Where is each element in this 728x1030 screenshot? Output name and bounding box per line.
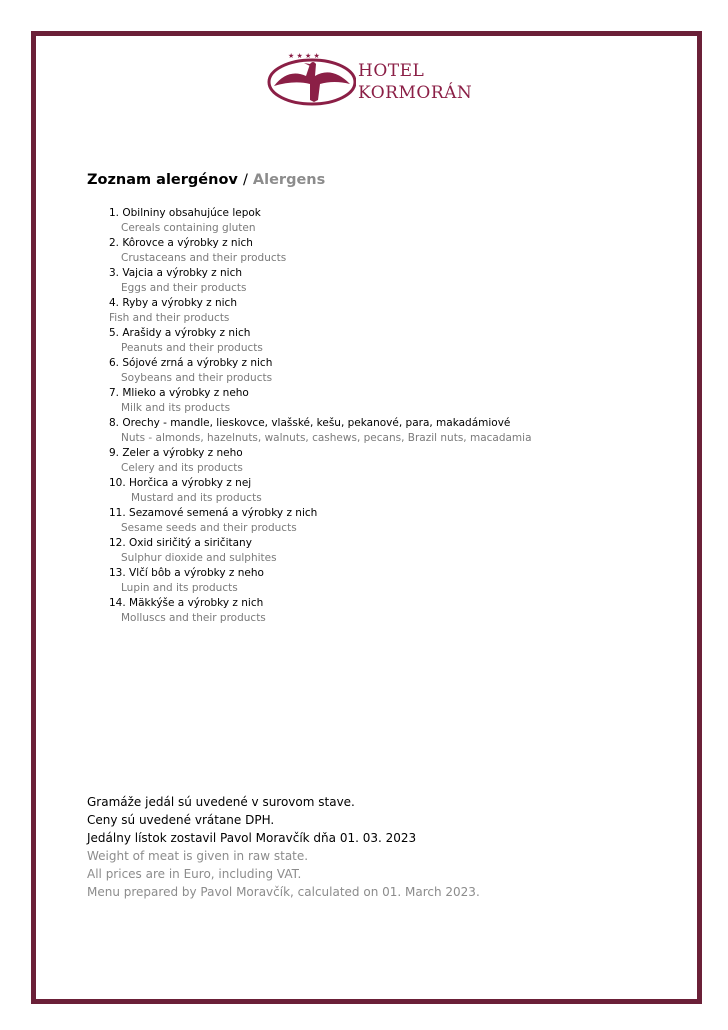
title-en: Alergens: [252, 172, 326, 188]
allergen-en: Fish and their products: [109, 312, 230, 324]
note-author-en: Menu prepared by Pavol Moravčík, calculated on 01. March 2023.: [87, 885, 480, 899]
allergen-en: Crustaceans and their products: [121, 252, 287, 264]
allergen-en: Soybeans and their products: [121, 372, 273, 384]
allergen-sk: 8. Orechy - mandle, lieskovce, vlašské, kešu, pekanové, para, makadámiové: [109, 417, 511, 429]
allergen-item: [0, 597, 728, 627]
allergen-en: Peanuts and their products: [121, 342, 263, 354]
allergen-item: [0, 207, 728, 237]
brand-line-2: KORMORÁN: [358, 83, 473, 103]
note-vat-sk: Ceny sú uvedené vrátane DPH.: [87, 813, 275, 827]
allergen-en: Sesame seeds and their products: [121, 522, 297, 534]
note-author-sk: Jedálny lístok zostavil Pavol Moravčík dňa 01. 03. 2023: [87, 831, 417, 845]
allergen-en: Cereals containing gluten: [121, 222, 256, 234]
allergen-en: Eggs and their products: [121, 282, 247, 294]
allergen-item: [0, 237, 728, 267]
allergen-sk: 9. Zeler a výrobky z neho: [109, 447, 243, 459]
allergen-en: Nuts - almonds, hazelnuts, walnuts, cashews, pecans, Brazil nuts, macadamia: [121, 432, 532, 444]
allergen-en: Celery and its products: [121, 462, 243, 474]
allergen-item: [0, 507, 728, 537]
allergen-item: [0, 357, 728, 387]
brand-line-1: HOTEL: [358, 61, 425, 81]
allergen-item: [0, 327, 728, 357]
allergen-sk: 10. Horčica a výrobky z nej: [109, 477, 252, 489]
allergen-list: [0, 207, 728, 627]
note-vat-en: All prices are in Euro, including VAT.: [87, 867, 302, 881]
allergen-item: [0, 267, 728, 297]
allergen-sk: 2. Kôrovce a výrobky z nich: [109, 237, 253, 249]
allergen-item: [0, 537, 728, 567]
allergen-sk: 6. Sójové zrná a výrobky z nich: [109, 357, 273, 369]
allergen-sk: 3. Vajcia a výrobky z nich: [109, 267, 243, 279]
allergen-sk: 7. Mlieko a výrobky z neho: [109, 387, 249, 399]
allergen-item: [0, 447, 728, 477]
hotel-logo: [266, 50, 473, 110]
allergen-item: [0, 297, 728, 327]
allergen-item: [0, 477, 728, 507]
stars-icon: ★ ★ ★ ★: [288, 52, 320, 60]
note-weight-en: Weight of meat is given in raw state.: [87, 849, 309, 863]
allergen-en: Sulphur dioxide and sulphites: [121, 552, 277, 564]
footer-notes: [87, 793, 480, 901]
allergen-en: Milk and its products: [121, 402, 231, 414]
allergen-sk: 12. Oxid siričitý a siričitany: [109, 537, 252, 549]
allergen-item: [0, 567, 728, 597]
title-separator: /: [242, 172, 248, 188]
title-sk: Zoznam alergénov: [87, 172, 238, 188]
allergen-sk: 11. Sezamové semená a výrobky z nich: [109, 507, 318, 519]
allergen-sk: 5. Arašidy a výrobky z nich: [109, 327, 251, 339]
page-title: [87, 172, 325, 188]
allergen-sk: 14. Mäkkýše a výrobky z nich: [109, 597, 264, 609]
allergen-sk: 1. Obilniny obsahujúce lepok: [109, 207, 261, 219]
allergen-en: Mustard and its products: [131, 492, 262, 504]
allergen-en: Molluscs and their products: [121, 612, 266, 624]
allergen-en: Lupin and its products: [121, 582, 238, 594]
allergen-item: [0, 387, 728, 417]
cormorant-emblem-icon: [266, 50, 356, 110]
allergen-sk: 4. Ryby a výrobky z nich: [109, 297, 237, 309]
note-weight-sk: Gramáže jedál sú uvedené v surovom stave.: [87, 795, 355, 809]
allergen-sk: 13. Vlčí bôb a výrobky z neho: [109, 567, 264, 579]
allergen-item: [0, 417, 728, 447]
